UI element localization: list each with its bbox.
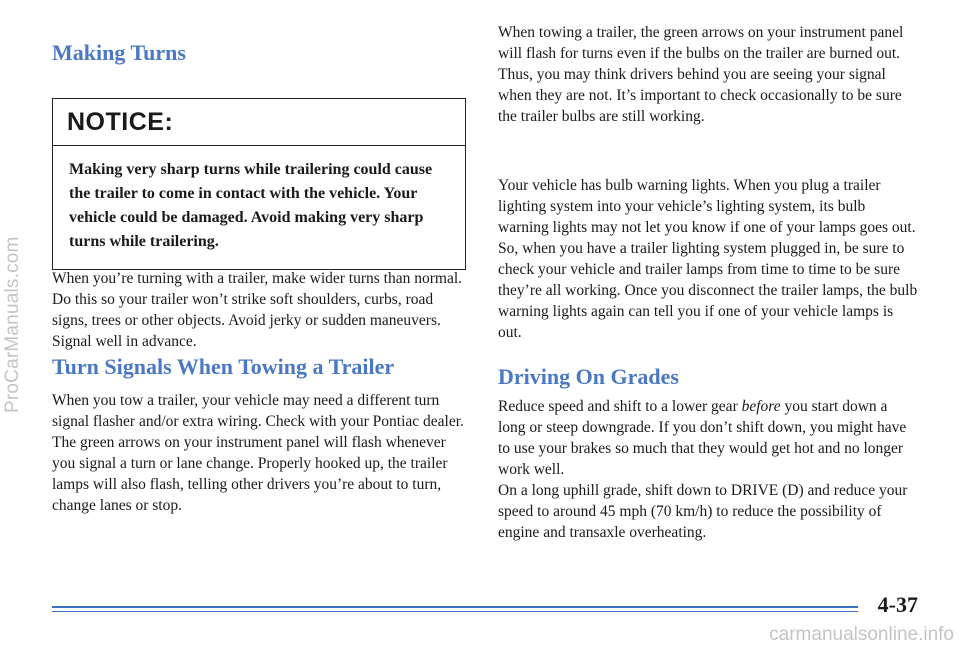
downgrade-emphasis: before: [741, 398, 781, 415]
page-number: 4-37: [874, 592, 918, 618]
paragraph-turn-signal-flasher: When you tow a trailer, your vehicle may need a different turn signal flasher and/or extra wiring. Check with your Pontiac dealer. The green arrows on your instrument panel will flash whenever you signal a turn or lane change. Properly hooked up, the trailer lamps will also flash, telling other drivers you’re about to turn, change lanes or stop.: [52, 392, 464, 514]
downgrade-text-end: you start down a long or steep downgrade. If you don’t shift down, you might have to use your brakes so much that they would get hot and no longer work well.: [498, 398, 907, 478]
heading-making-turns: Making Turns: [52, 40, 186, 65]
heading-turn-signals: Turn Signals When Towing a Trailer: [52, 354, 395, 379]
notice-title: NOTICE:: [53, 99, 465, 146]
paragraph-bulb-warning: Your vehicle has bulb warning lights. When you plug a trailer lighting system into your vehicle’s lighting system, its bulb warning lights may not let you know if one of your lamps goes out. So, when you have a trailer lighting system plugged in, be sure to check your vehicle and trailer lamps from time to time to be sure they’re all working. Once you disconnect the trailer lamps, the bulb warning lights again can tell you if one of your vehicle lamps is out.: [498, 177, 918, 341]
heading-driving-on-grades: Driving On Grades: [498, 364, 679, 389]
footer-rule-thin: [52, 611, 858, 612]
notice-box: [52, 98, 466, 270]
bottom-watermark: carmanualsonline.info: [769, 624, 954, 645]
notice-text: Making very sharp turns while trailering could cause the trailer to come in contact with the vehicle. Your vehicle could be damaged. Avoid making very sharp turns while trailering.: [69, 161, 433, 250]
paragraph-wider-turns: When you’re turning with a trailer, make wider turns than normal. Do this so your trailer won’t strike soft shoulders, curbs, road signs, trees or other objects. Avoid jerky or sudden maneuvers. Signal well in advance.: [52, 270, 463, 350]
side-watermark: ProCarManuals.com: [2, 236, 23, 414]
paragraph-green-arrows: When towing a trailer, the green arrows on your instrument panel will flash for turns even if the bulbs on the trailer are burned out. Thus, you may think drivers behind you are seeing your signal when they are not. It’s important to check occasionally to be sure the trailer bulbs are still working.: [498, 24, 904, 125]
downgrade-text-start: Reduce speed and shift to a lower gear: [498, 398, 742, 415]
footer-rule: [52, 606, 858, 608]
paragraph-downgrade: [498, 396, 918, 480]
paragraph-uphill-grade: On a long uphill grade, shift down to DRIVE (D) and reduce your speed to around 45 mph (70 km/h) to reduce the possibility of engine and transaxle overheating.: [498, 482, 908, 541]
